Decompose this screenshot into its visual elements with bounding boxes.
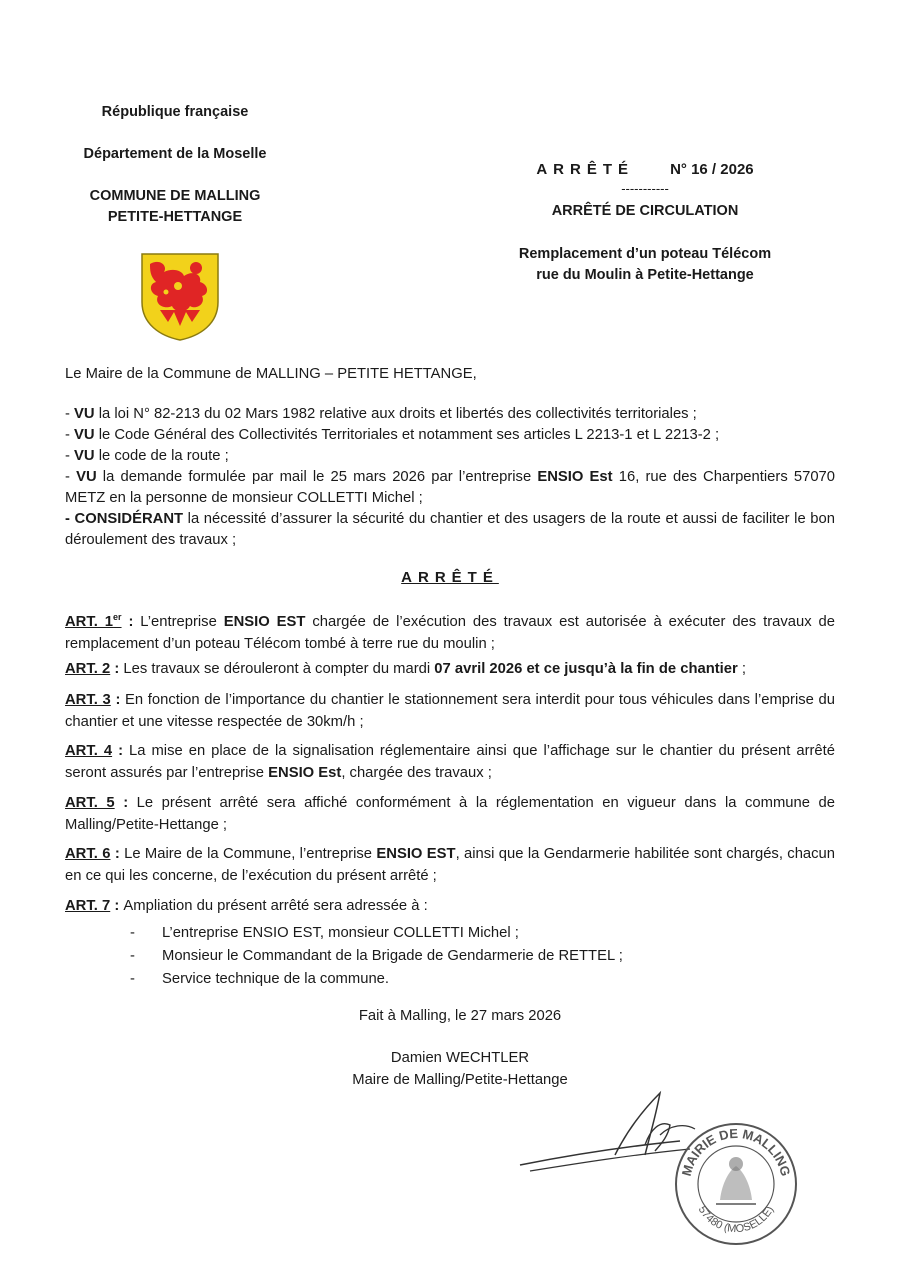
article-4: ART. 4 : La mise en place de la signalisation réglementaire ainsi que l’affichage sur le chantier du présent arrêté seront assurés par l’entreprise ENSIO Est, chargée des travaux ; — [65, 743, 835, 781]
article-label: ART. 6 — [65, 846, 111, 862]
article-2: ART. 2 : Les travaux se dérouleront à compter du mardi 07 avril 2026 et ce jusqu’à la fin de chantier ; — [65, 661, 747, 677]
consideration-item: - CONSIDÉRANT la nécessité d’assurer la sécurité du chantier et des usagers de la route et aussi de faciliter le bon déroulement des travaux ; — [65, 511, 835, 548]
place-date: Fait à Malling, le 27 mars 2026 — [358, 1008, 562, 1024]
recipients-list — [130, 922, 730, 991]
article-label: ART. 1er — [65, 612, 122, 630]
header-separator: ----------- — [621, 181, 669, 196]
department-label: Département de la Moselle — [83, 146, 267, 162]
article-label: ART. 5 — [65, 795, 115, 811]
article-label: ART. 3 — [65, 692, 111, 708]
article-7: ART. 7 : Ampliation du présent arrêté sera adressée à : — [65, 898, 428, 914]
article-6: ART. 6 : Le Maire de la Commune, l’entreprise ENSIO EST, ainsi que la Gendarmerie habilitée sont chargés, chacun en ce qui les concerne, de l’exécution du présent arrêté ; — [65, 846, 836, 884]
svg-text:57480 (MOSELLE) — [696, 1204, 777, 1235]
arrete-type: ARRÊTÉ DE CIRCULATION — [551, 203, 739, 219]
article-label: ART. 7 — [65, 898, 111, 914]
article-label: ART. 2 — [65, 661, 111, 677]
signer-name: Damien WECHTLER — [390, 1050, 530, 1066]
consideration-item: - VU la loi N° 82-213 du 02 Mars 1982 relative aux droits et libertés des collectivités territoriales ; — [65, 406, 697, 422]
article-label: ART. 4 — [65, 743, 113, 759]
list-item: - Service technique de la commune. — [130, 968, 730, 991]
signer-title: Maire de Malling/Petite-Hettange — [352, 1072, 568, 1088]
stamp-bottom-text: 57480 (MOSELLE) — [695, 1204, 777, 1236]
arrete-word: ARRÊTÉ — [536, 161, 635, 178]
consideration-item: - VU la demande formulée par mail le 25 mars 2026 par l’entreprise ENSIO Est 16, rue des Charpentiers 57070 METZ en la personne de monsieur COLLETTI Michel ; — [65, 469, 836, 506]
intro-text: Le Maire de la Commune de MALLING – PETITE HETTANGE, — [65, 366, 477, 382]
consideration-item: - VU le code de la route ; — [65, 448, 229, 464]
article-1: ART. 1er : L’entreprise ENSIO EST chargée de l’exécution des travaux est autorisée à exécuter des travaux de remplacement d’un poteau Télécom tombé à terre rue du moulin ; — [65, 612, 835, 652]
decision-title: ARRÊTÉ — [401, 569, 499, 586]
consideration-item: - VU le Code Général des Collectivités Territoriales et notamment ses articles L 2213-1 et L 2213-2 ; — [65, 427, 720, 443]
list-item: - L’entreprise ENSIO EST, monsieur COLLETTI Michel ; — [130, 922, 730, 945]
subject-line2: rue du Moulin à Petite-Hettange — [536, 267, 754, 283]
arrete-number-line — [490, 161, 800, 178]
republic-label: République française — [101, 104, 249, 120]
considerations-block — [65, 404, 835, 551]
arrete-number: N° 16 / 2026 — [670, 161, 754, 178]
subject-line1: Remplacement d’un poteau Télécom — [518, 246, 772, 262]
article-5: ART. 5 : Le présent arrêté sera affiché conformément à la réglementation en vigueur dans la commune de Malling/Petite-Hettange ; — [65, 795, 835, 833]
stamp-top-text: MAIRIE DE MALLING — [678, 1125, 794, 1178]
commune-name-line2: PETITE-HETTANGE — [107, 209, 243, 225]
mairie-stamp — [672, 1120, 800, 1248]
list-item: - Monsieur le Commandant de la Brigade de Gendarmerie de RETTEL ; — [130, 945, 730, 968]
commune-name-line1: COMMUNE DE MALLING — [89, 188, 261, 204]
coat-of-arms-logo — [138, 250, 222, 342]
article-3: ART. 3 : En fonction de l’importance du chantier le stationnement sera interdit pour tous véhicules dans l’emprise du chantier et une vitesse respectée de 30km/h ; — [65, 692, 835, 730]
